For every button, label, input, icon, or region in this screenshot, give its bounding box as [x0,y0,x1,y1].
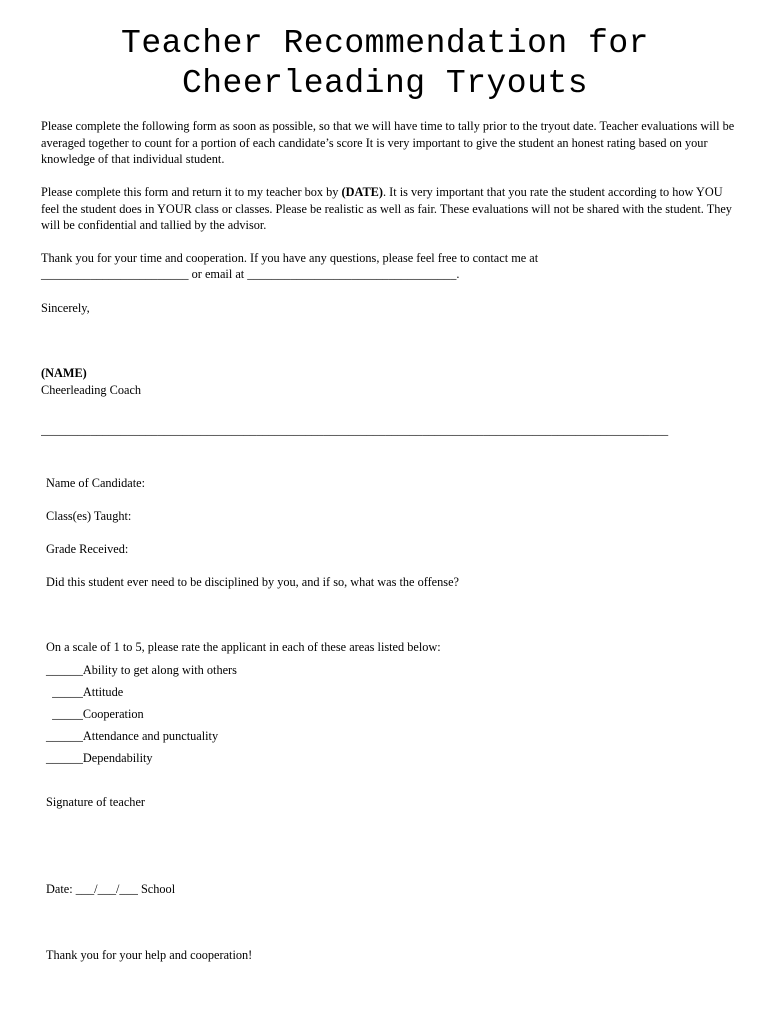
section-divider: ______________________________________________________________________________________________________ [41,423,669,437]
name-placeholder: (NAME) [41,366,87,380]
title-line-1: Teacher Recommendation for [121,25,649,62]
intro-paragraph: Please complete the following form as soon as possible, so that we will have time to tally prior to the tryout date. Teacher evaluations will be averaged together to count for a portion of each candidate’s score It is very important to give the student an honest rating based on your knowledge of that individual student. [41,119,735,166]
closing-line: Thank you for your help and cooperation! [46,948,253,962]
signature-label: Signature of teacher [46,795,146,809]
contact-line: ________________________ or email at __________________________________. [41,267,460,281]
date-placeholder: (DATE) [341,185,383,199]
return-paragraph [41,184,741,234]
rating-item: ______Attendance and punctuality [46,729,219,743]
rating-prompt: On a scale of 1 to 5, please rate the applicant in each of these areas listed below: [46,640,441,654]
field-candidate: Name of Candidate: [46,476,146,490]
rating-item: _____Attitude [46,685,124,699]
field-grade: Grade Received: [46,542,129,556]
date-school-line: Date: ___/___/___ School [46,882,176,896]
rating-item: _____Cooperation [46,707,144,721]
rating-item: ______Dependability [46,751,153,765]
coach-title: Cheerleading Coach [41,383,142,397]
thanks-line: Thank you for your time and cooperation. If you have any questions, please feel free to contact me at [41,251,539,265]
field-classes: Class(es) Taught: [46,509,132,523]
title-line-2: Cheerleading Tryouts [181,65,589,102]
document-title [0,24,770,104]
rating-item: ______Ability to get along with others [46,663,237,677]
sincerely: Sincerely, [41,301,90,315]
return-text-before: Please complete this form and return it to my teacher box by [41,185,342,199]
return-text-after: . It is very important that you rate the student according to how YOU feel the student does in YOUR class or classes. Please be realistic as well as fair. These evaluations will not be shared with the student. They will be confidential and tallied by the advisor. [41,185,732,232]
field-discipline: Did this student ever need to be disciplined by you, and if so, what was the offense? [46,575,459,589]
